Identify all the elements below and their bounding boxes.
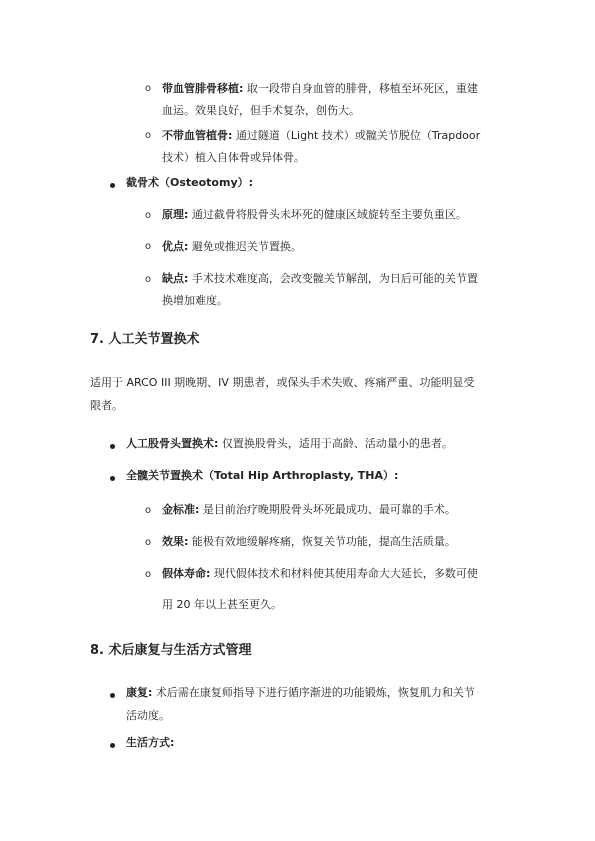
sub-bullet-icon: o: [145, 130, 152, 141]
hemiarthroplasty-line: [126, 437, 453, 451]
sub-bullet-icon: o: [145, 241, 152, 252]
rehab-line1: [126, 686, 475, 700]
sub-bullet-icon: o: [145, 505, 152, 516]
advantage-line: [162, 240, 302, 254]
effect-text: 能极有效地缓解疼痛，恢复关节功能，提高生活质量。: [191, 535, 456, 548]
lifestyle-heading: 生活方式:: [126, 736, 175, 749]
bullet-icon: [110, 183, 115, 188]
advantage-text: 避免或推迟关节置换。: [191, 240, 302, 253]
principle-text: 通过截骨将股骨头未坏死的健康区域旋转至主要负重区。: [191, 208, 467, 221]
bullet-icon: [110, 444, 115, 449]
sub-bullet-icon: o: [145, 274, 152, 285]
prosthesis-life-text: 现代假体技术和材料使其使用寿命大大延长，多数可使: [213, 567, 478, 580]
sub-bullet-icon: o: [145, 537, 152, 548]
section-7-heading: 7. 人工关节置换术: [90, 332, 200, 347]
bullet-icon: [110, 693, 115, 698]
nonvascular-graft-line2: 技术）植入自体骨或异体骨。: [162, 151, 305, 164]
section-8-heading: 8. 术后康复与生活方式管理: [90, 643, 252, 658]
vascular-graft-text: 取一段带自身血管的腓骨，移植至坏死区，重建: [246, 82, 478, 95]
vascular-graft-line1: [162, 82, 478, 96]
gold-standard-line: [162, 503, 456, 517]
principle-line: [162, 208, 467, 222]
disadvantage-text: 手术技术难度高，会改变髋关节解剖，为日后可能的关节置: [191, 272, 478, 285]
disadvantage-line2: 换增加难度。: [162, 294, 228, 307]
section-7-intro-line2: 限者。: [90, 399, 123, 412]
advantage-label: 优点:: [162, 240, 189, 253]
disadvantage-label: 缺点:: [162, 272, 189, 285]
tha-heading: 全髋关节置换术（Total Hip Arthroplasty, THA）:: [126, 469, 399, 482]
sub-bullet-icon: o: [145, 210, 152, 221]
sub-bullet-icon: o: [145, 83, 152, 94]
prosthesis-life-line1: [162, 567, 478, 581]
osteotomy-heading: 截骨术（Osteotomy）:: [126, 176, 254, 189]
bullet-icon: [110, 743, 115, 748]
hemiarthroplasty-text: 仅置换股骨头，适用于高龄、活动量小的患者。: [221, 437, 453, 450]
rehab-text: 术后需在康复师指导下进行循序渐进的功能锻炼，恢复肌力和关节: [155, 686, 475, 699]
nonvascular-graft-line1: [162, 129, 480, 143]
nonvascular-graft-text: 通过隧道（Light 技术）或髋关节脱位（Trapdoor: [235, 129, 481, 142]
prosthesis-life-line2: 用 20 年以上甚至更久。: [162, 598, 282, 611]
effect-label: 效果:: [162, 535, 189, 548]
gold-standard-label: 金标准:: [162, 503, 200, 516]
vascular-graft-line2: 血运。效果良好，但手术复杂，创伤大。: [162, 104, 360, 117]
gold-standard-text: 是目前治疗晚期股骨头坏死最成功、最可靠的手术。: [202, 503, 456, 516]
disadvantage-line1: [162, 272, 478, 286]
rehab-label: 康复:: [126, 686, 153, 699]
principle-label: 原理:: [162, 208, 189, 221]
prosthesis-life-label: 假体寿命:: [162, 567, 211, 580]
bullet-icon: [110, 476, 115, 481]
nonvascular-graft-label: 不带血管植骨:: [162, 129, 233, 142]
effect-line: [162, 535, 456, 549]
vascular-graft-label: 带血管腓骨移植:: [162, 82, 244, 95]
hemiarthroplasty-label: 人工股骨头置换术:: [126, 437, 219, 450]
rehab-line2: 活动度。: [126, 709, 170, 722]
sub-bullet-icon: o: [145, 569, 152, 580]
section-7-intro-line1: 适用于 ARCO III 期晚期、IV 期患者，或保头手术失败、疼痛严重、功能明显受: [90, 376, 475, 389]
